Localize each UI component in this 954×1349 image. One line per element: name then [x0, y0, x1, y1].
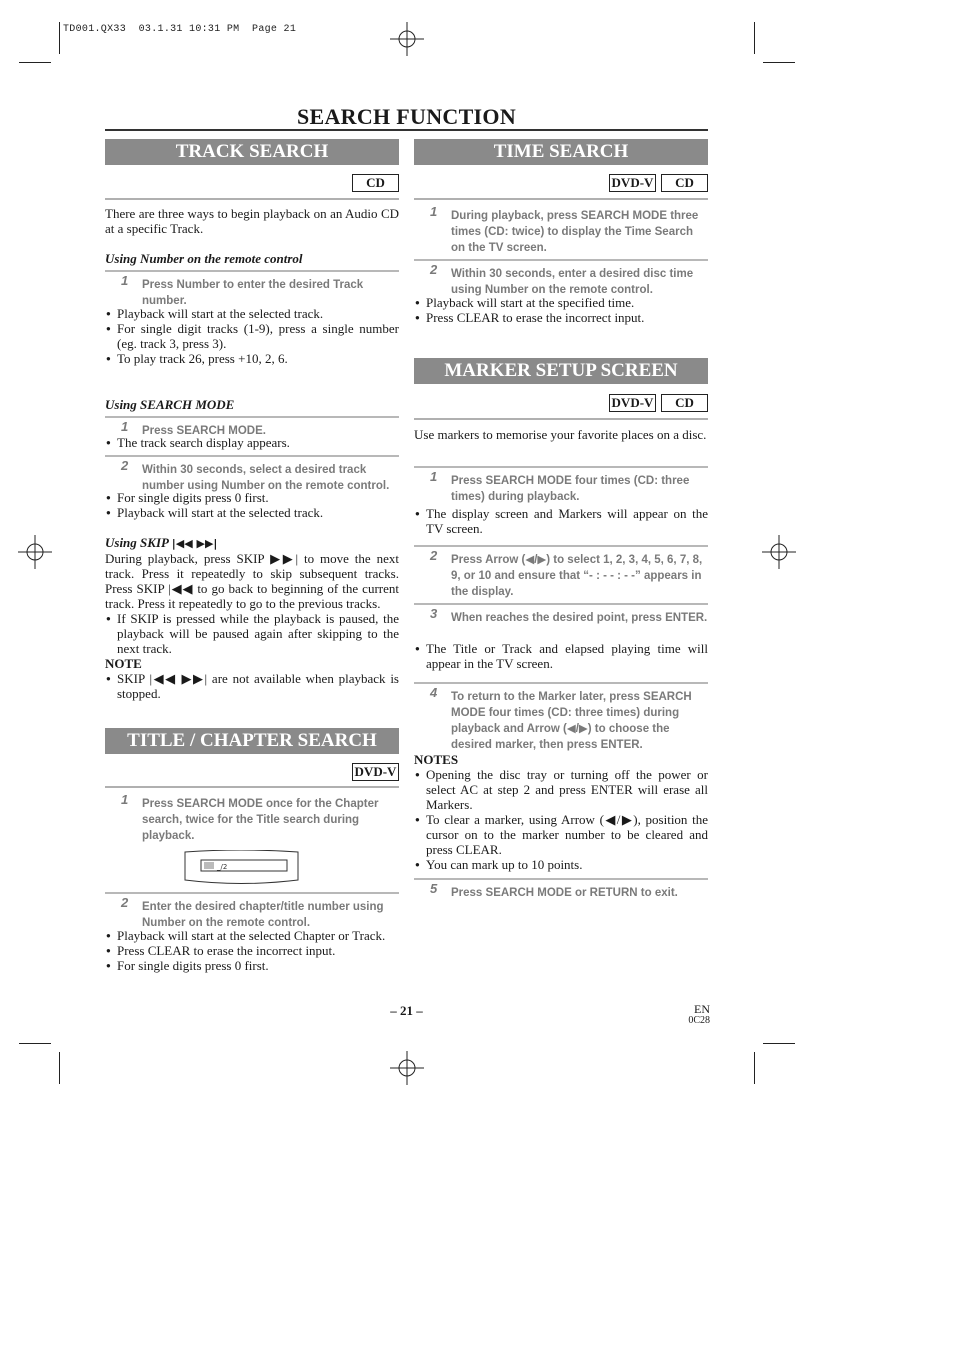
- marker-step1-bullet: [414, 506, 708, 536]
- step-text: During playback, press SEARCH MODE three times (CD: twice) to display the Time Search on the TV screen.: [451, 210, 699, 254]
- list-item: ● SKIP |◀◀ ▶▶| are not available when playback is stopped.: [105, 671, 399, 701]
- list-item: ● The display screen and Markers will appear on the TV screen.: [414, 506, 708, 536]
- step-number: 2: [430, 548, 438, 563]
- step-text: Press SEARCH MODE once for the Chapter search, twice for the Title search during playback.: [142, 798, 379, 842]
- list-item: ● To clear a marker, using Arrow (◀/▶), position the cursor on to the marker number to be cleared and press CLEAR.: [414, 812, 708, 857]
- step-text: Press SEARCH MODE.: [142, 425, 266, 437]
- section-rule: [105, 198, 399, 200]
- notes-header: NOTES: [414, 752, 459, 767]
- step-2: [414, 259, 708, 298]
- step-number: 2: [121, 458, 129, 473]
- note-header: NOTE: [105, 656, 142, 671]
- cd-badge: CD: [661, 394, 708, 412]
- registration-mark-icon: [762, 535, 796, 569]
- step-number: 1: [430, 469, 438, 484]
- step-text: To return to the Marker later, press SEARCH MODE four times (CD: three times) during playback and Arrow (◀/▶) to choose the desired marker, then press ENTER.: [451, 691, 692, 751]
- step-number: 2: [121, 895, 129, 910]
- list-item: ● Press CLEAR to erase the incorrect input.: [414, 310, 708, 325]
- step-number: 3: [430, 606, 438, 621]
- title-rule: [105, 129, 708, 131]
- step-number: 1: [121, 273, 129, 288]
- number-bullets: [105, 306, 399, 366]
- step-1: [414, 466, 708, 505]
- crop-mark: [19, 62, 51, 63]
- step-2: [105, 455, 399, 494]
- list-item: ● You can mark up to 10 points.: [414, 857, 708, 872]
- language-code: EN: [694, 1002, 710, 1016]
- step-number: 1: [430, 204, 438, 219]
- skip-block: [105, 535, 399, 701]
- registration-mark-icon: [18, 535, 52, 569]
- list-item: ● Playback will start at the specified time.: [414, 295, 708, 310]
- list-item: ● Playback will start at the selected track.: [105, 505, 399, 520]
- list-item: ● For single digit tracks (1-9), press a single number (eg. track 3, press 3).: [105, 321, 399, 351]
- section-rule: [105, 786, 399, 788]
- step-number: 2: [430, 262, 438, 277]
- list-item: ● If SKIP is pressed while the playback is paused, the playback will be paused again after skipping to the next track.: [105, 611, 399, 656]
- step-text: Press SEARCH MODE four times (CD: three times) during playback.: [451, 475, 690, 503]
- step-2: [414, 545, 708, 600]
- list-item: ● The track search display appears.: [105, 435, 399, 450]
- page-title: SEARCH FUNCTION: [296, 104, 517, 129]
- subheading-skip-text: Using SKIP: [105, 535, 169, 550]
- list-item: ● Opening the disc tray or turning off the power or select AC at step 2 and press ENTER will erase all Markers.: [414, 767, 708, 812]
- step-text: Enter the desired chapter/title number using Number on the remote control.: [142, 901, 384, 929]
- marker-step3-bullet: [414, 641, 708, 671]
- list-item: ● Playback will start at the selected track.: [105, 306, 399, 321]
- dvd-v-badge: DVD-V: [609, 174, 656, 192]
- dvd-v-badge: DVD-V: [609, 394, 656, 412]
- step-number: 1: [121, 792, 129, 807]
- list-item: ● Playback will start at the selected Chapter or Track.: [105, 928, 399, 943]
- step-1: [105, 270, 399, 309]
- track-search-intro: There are three ways to begin playback on an Audio CD at a specific Track.: [105, 206, 399, 236]
- step-text: Within 30 seconds, select a desired track number using Number on the remote control.: [142, 464, 390, 492]
- registration-mark-icon: [390, 22, 424, 56]
- registration-mark-icon: [390, 1051, 424, 1085]
- time-search-bullets: [414, 295, 708, 325]
- step-1: [105, 791, 399, 844]
- step-text: Press Arrow (◀/▶) to select 1, 2, 3, 4, 5, 6, 7, 8, 9, or 10 and ensure that “- : - - : - -” appears in the display.: [451, 554, 703, 598]
- print-slug: TD001.QX33 03.1.31 10:31 PM Page 21: [63, 24, 297, 35]
- step-5: [414, 878, 708, 901]
- step-3: [414, 603, 708, 626]
- step-2: [105, 892, 399, 931]
- mode-step1-bullet: [105, 435, 399, 450]
- cd-badge: CD: [352, 174, 399, 192]
- skip-icon: |◀◀ ▶▶|: [171, 537, 218, 550]
- crop-mark: [754, 1052, 755, 1084]
- list-item: ● For single digits press 0 first.: [105, 490, 399, 505]
- step-text: When reaches the desired point, press ENTER.: [451, 612, 708, 624]
- step-text: Within 30 seconds, enter a desired disc time using Number on the remote control.: [451, 268, 694, 296]
- subheading-number: Using Number on the remote control: [105, 251, 303, 266]
- subheading-search-mode: Using SEARCH MODE: [105, 397, 235, 412]
- list-item: ● Press CLEAR to erase the incorrect input.: [105, 943, 399, 958]
- crop-mark: [59, 1052, 60, 1084]
- crop-mark: [763, 62, 795, 63]
- subheading-skip: [105, 535, 399, 551]
- cd-badge: CD: [661, 174, 708, 192]
- step-number: 4: [430, 685, 438, 700]
- document-code: 0C28: [688, 1015, 710, 1026]
- crop-mark: [19, 1043, 51, 1044]
- marker-intro: Use markers to memorise your favorite places on a disc.: [414, 427, 707, 442]
- title-chapter-bullets: [105, 928, 399, 973]
- page-number: – 21 –: [390, 1003, 423, 1018]
- crop-mark: [763, 1043, 795, 1044]
- mode-bullets: [105, 490, 399, 520]
- step-text: Press Number to enter the desired Track number.: [142, 279, 364, 307]
- marker-setup-header: MARKER SETUP SCREEN: [414, 358, 708, 384]
- time-search-header: TIME SEARCH: [414, 139, 708, 165]
- track-search-header: TRACK SEARCH: [105, 139, 399, 165]
- marker-notes: [414, 752, 708, 872]
- list-item: ● The Title or Track and elapsed playing time will appear in the TV screen.: [414, 641, 708, 671]
- section-rule: [414, 198, 708, 200]
- step-4: [414, 682, 708, 753]
- skip-paragraph: During playback, press SKIP ▶▶| to move the next track. Press it repeatedly to skip subsequent tracks. Press SKIP |◀◀ to go back to beginning of the current track. Press it repeatedly to go to the previous tracks.: [105, 551, 399, 611]
- list-item: ● For single digits press 0 first.: [105, 958, 399, 973]
- step-number: 1: [121, 419, 129, 434]
- marker-intro-block: [414, 427, 708, 442]
- section-rule: [414, 418, 708, 420]
- footer-code-block: [680, 1003, 710, 1027]
- tv-screen-display-icon: [183, 850, 300, 884]
- osd-chapter-readout: _/2: [217, 863, 228, 871]
- crop-mark: [59, 22, 60, 54]
- crop-mark: [754, 22, 755, 54]
- list-item: ● To play track 26, press +10, 2, 6.: [105, 351, 399, 366]
- dvd-v-badge: DVD-V: [352, 763, 399, 781]
- title-chapter-header: TITLE / CHAPTER SEARCH: [105, 728, 399, 754]
- track-search-intro-block: [105, 206, 399, 236]
- step-text: Press SEARCH MODE or RETURN to exit.: [451, 887, 678, 899]
- step-number: 5: [430, 881, 438, 896]
- step-1: [414, 203, 708, 256]
